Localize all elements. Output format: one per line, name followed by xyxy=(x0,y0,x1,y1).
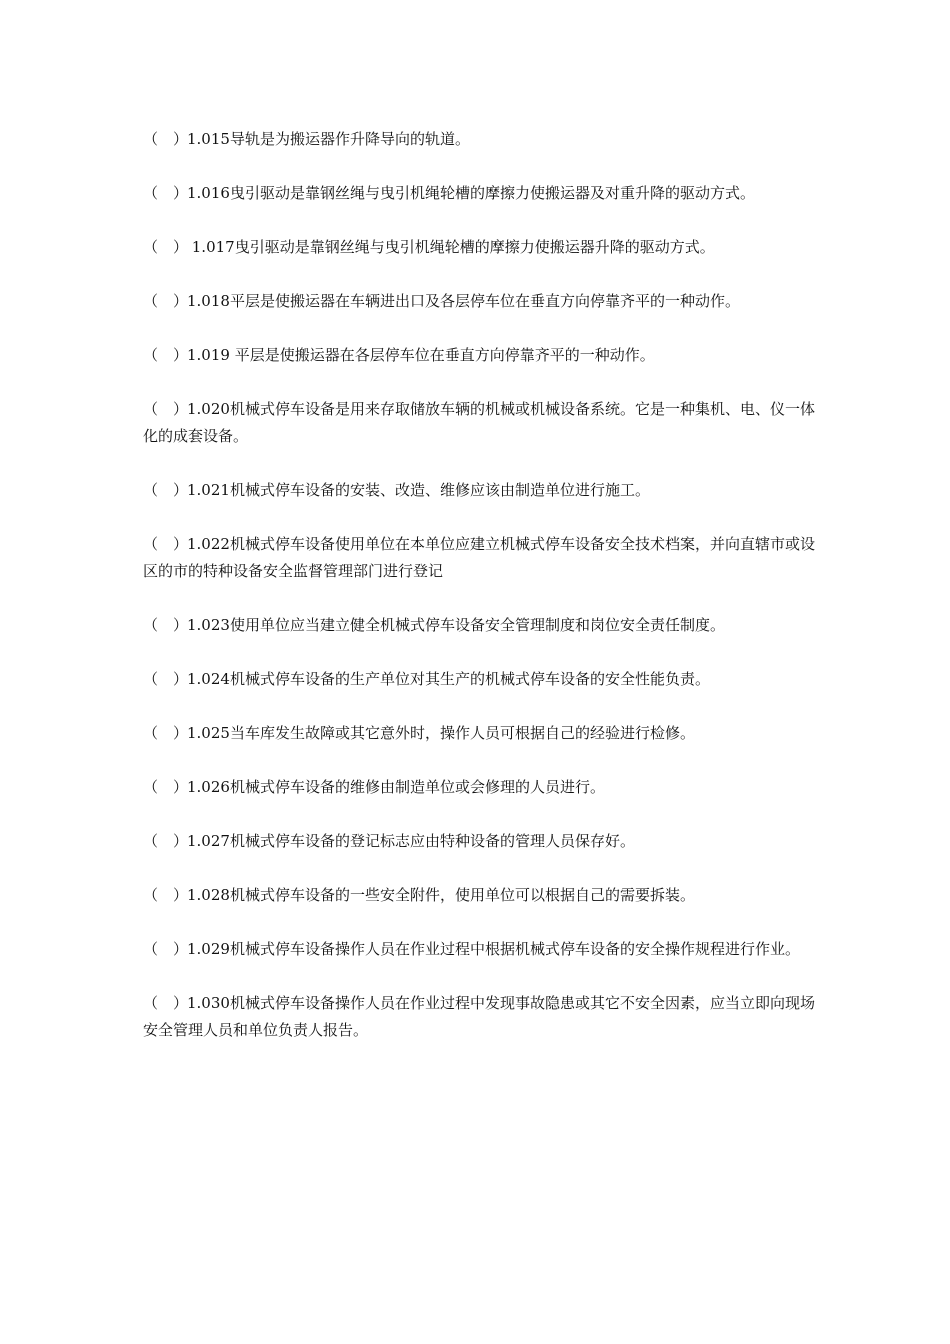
question-1-023 xyxy=(143,612,815,639)
question-1-030 xyxy=(143,990,815,1044)
answer-blank-open[interactable]: （ xyxy=(143,346,159,364)
question-1-025 xyxy=(143,720,815,747)
answer-blank-open[interactable]: （ xyxy=(143,535,159,553)
answer-blank-close: ） xyxy=(173,400,189,418)
question-text: 1.022机械式停车设备使用单位在本单位应建立机械式停车设备安全技术档案，并向直辖市或设区的市的特种设备安全监督管理部门进行登记 xyxy=(143,535,815,580)
answer-blank-open[interactable]: （ xyxy=(143,292,159,310)
answer-blank-close: ） xyxy=(173,940,189,958)
answer-blank-open[interactable]: （ xyxy=(143,481,159,499)
question-text: 1.026机械式停车设备的维修由制造单位或会修理的人员进行。 xyxy=(187,778,605,796)
question-text: 1.027机械式停车设备的登记标志应由特种设备的管理人员保存好。 xyxy=(187,832,635,850)
question-text: 1.023使用单位应当建立健全机械式停车设备安全管理制度和岗位安全责任制度。 xyxy=(187,616,725,634)
question-text: 1.028机械式停车设备的一些安全附件，使用单位可以根据自己的需要拆装。 xyxy=(187,886,695,904)
answer-blank-open[interactable]: （ xyxy=(143,724,159,742)
question-text: 1.020机械式停车设备是用来存取储放车辆的机械或机械设备系统。它是一种集机、电、仪一体化的成套设备。 xyxy=(143,400,815,445)
answer-blank-open[interactable]: （ xyxy=(143,400,159,418)
question-text: 1.015导轨是为搬运器作升降导向的轨道。 xyxy=(187,130,470,148)
answer-blank-close: ） xyxy=(173,346,189,364)
answer-blank-open[interactable]: （ xyxy=(143,238,159,256)
answer-blank-close: ） xyxy=(173,670,189,688)
question-1-029 xyxy=(143,936,815,963)
answer-blank-close: ） xyxy=(173,238,189,256)
question-1-015 xyxy=(143,126,815,153)
question-1-026 xyxy=(143,774,815,801)
question-1-027 xyxy=(143,828,815,855)
answer-blank-open[interactable]: （ xyxy=(143,130,159,148)
answer-blank-close: ） xyxy=(173,886,189,904)
answer-blank-close: ） xyxy=(173,616,189,634)
question-1-019 xyxy=(143,342,815,369)
answer-blank-open[interactable]: （ xyxy=(143,832,159,850)
answer-blank-open[interactable]: （ xyxy=(143,940,159,958)
answer-blank-close: ） xyxy=(173,724,189,742)
question-1-024 xyxy=(143,666,815,693)
question-text: 1.017曳引驱动是靠钢丝绳与曳引机绳轮槽的摩擦力使搬运器升降的驱动方式。 xyxy=(187,238,715,256)
question-1-018 xyxy=(143,288,815,315)
answer-blank-open[interactable]: （ xyxy=(143,778,159,796)
answer-blank-close: ） xyxy=(173,994,189,1012)
answer-blank-open[interactable]: （ xyxy=(143,184,159,202)
answer-blank-close: ） xyxy=(173,832,189,850)
question-text: 1.024机械式停车设备的生产单位对其生产的机械式停车设备的安全性能负责。 xyxy=(187,670,710,688)
answer-blank-close: ） xyxy=(173,535,189,553)
question-text: 1.021机械式停车设备的安装、改造、维修应该由制造单位进行施工。 xyxy=(187,481,650,499)
answer-blank-close: ） xyxy=(173,481,189,499)
answer-blank-open[interactable]: （ xyxy=(143,886,159,904)
question-1-017 xyxy=(143,234,815,261)
answer-blank-open[interactable]: （ xyxy=(143,994,159,1012)
answer-blank-open[interactable]: （ xyxy=(143,670,159,688)
question-1-021 xyxy=(143,477,815,504)
question-1-022 xyxy=(143,531,815,585)
answer-blank-open[interactable]: （ xyxy=(143,616,159,634)
question-text: 1.018平层是使搬运器在车辆进出口及各层停车位在垂直方向停靠齐平的一种动作。 xyxy=(187,292,740,310)
question-1-016 xyxy=(143,180,815,207)
question-text: 1.029机械式停车设备操作人员在作业过程中根据机械式停车设备的安全操作规程进行作业。 xyxy=(187,940,800,958)
answer-blank-close: ） xyxy=(173,184,189,202)
question-1-028 xyxy=(143,882,815,909)
answer-blank-close: ） xyxy=(173,130,189,148)
answer-blank-close: ） xyxy=(173,778,189,796)
question-text: 1.030机械式停车设备操作人员在作业过程中发现事故隐患或其它不安全因素，应当立即向现场安全管理人员和单位负责人报告。 xyxy=(143,994,815,1039)
question-text: 1.025当车库发生故障或其它意外时，操作人员可根据自己的经验进行检修。 xyxy=(187,724,695,742)
question-1-020 xyxy=(143,396,815,450)
answer-blank-close: ） xyxy=(173,292,189,310)
question-text: 1.019 平层是使搬运器在各层停车位在垂直方向停靠齐平的一种动作。 xyxy=(187,346,655,364)
question-text: 1.016曳引驱动是靠钢丝绳与曳引机绳轮槽的摩擦力使搬运器及对重升降的驱动方式。 xyxy=(187,184,755,202)
